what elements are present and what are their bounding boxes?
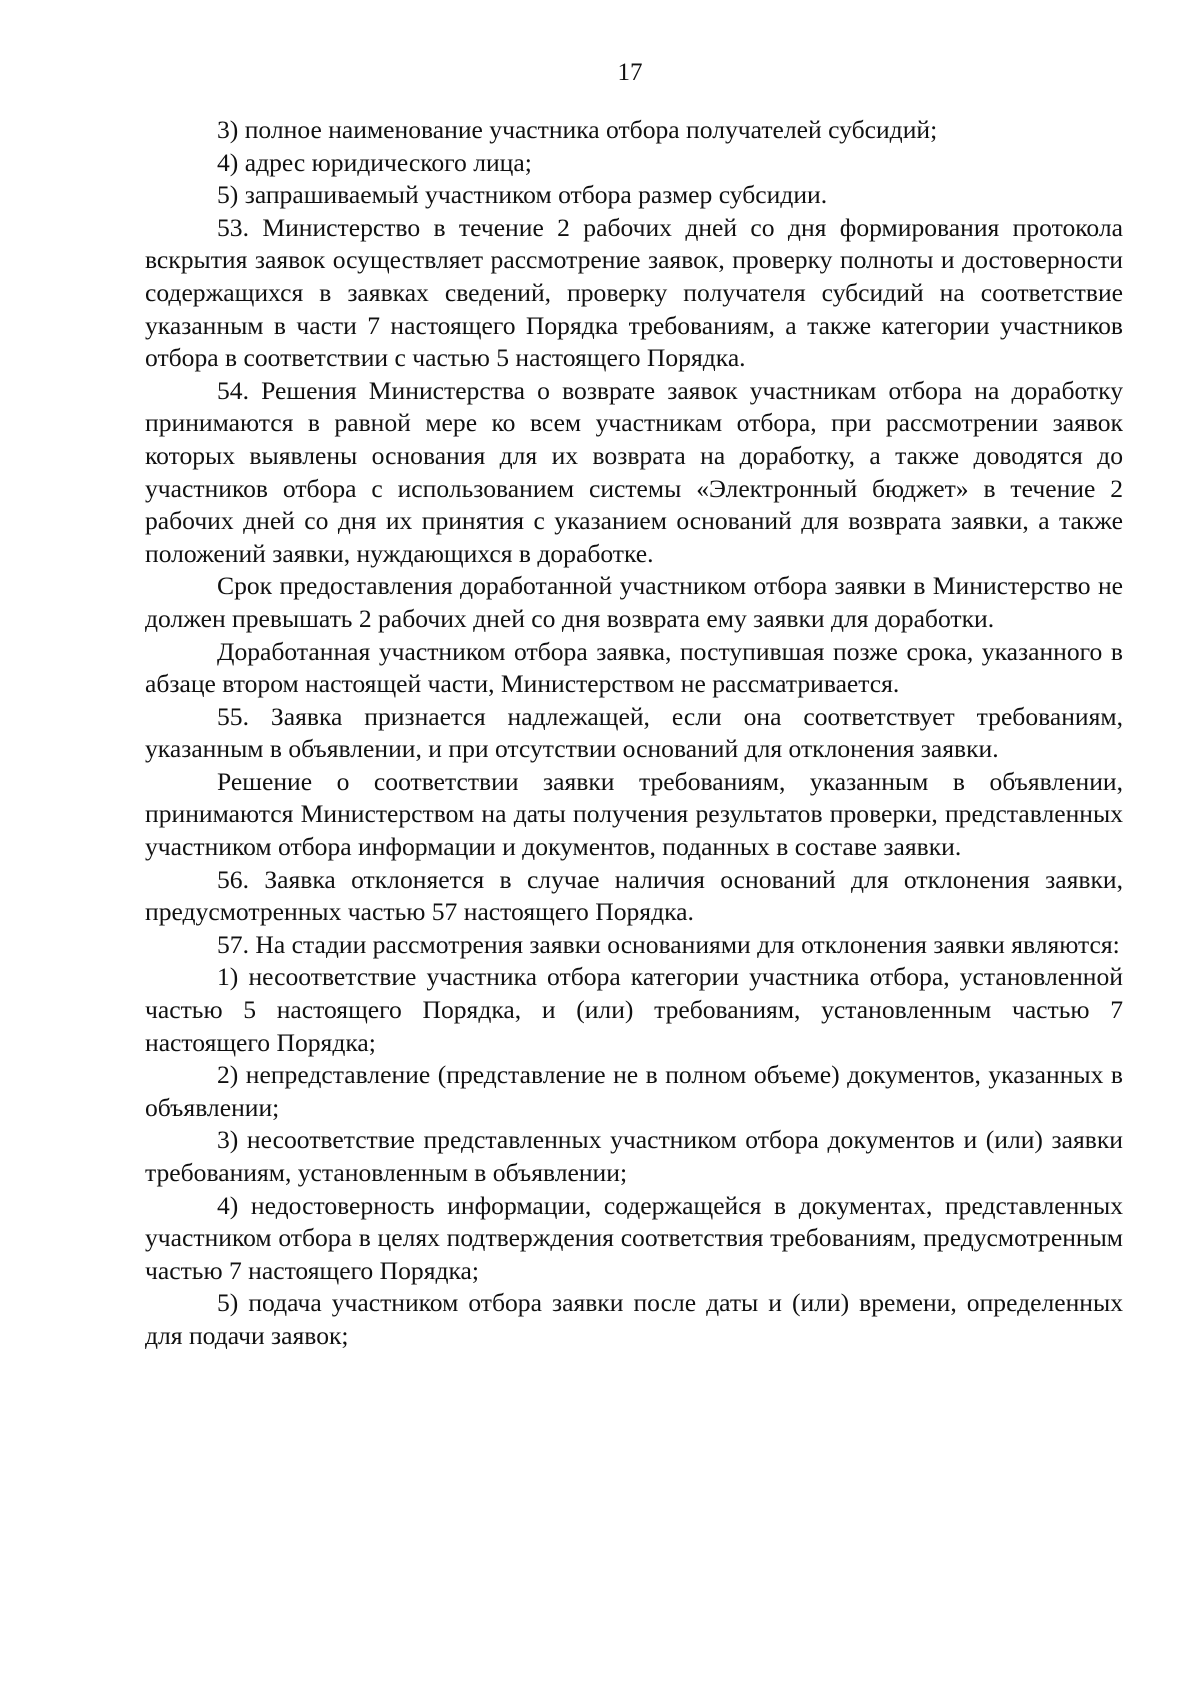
paragraph-list-item-4: 4) адрес юридического лица; — [217, 147, 532, 177]
paragraph-revision-deadline: Срок предоставления доработанной участником отбора заявки в Министерство не должен превышать 2 рабочих дней со дня возврата ему заявки для доработки. — [145, 571, 1123, 633]
paragraph-clause-53: 53. Министерство в течение 2 рабочих дней со дня формирования протокола вскрытия заявок осуществляет рассмотрение заявок, проверку полноты и достоверности содержащихся в заявках сведений, проверку получателя субсидий на соответствие указанным в части 7 настоящего Порядка требованиям, а также категории участников отбора в соответствии с частью 5 настоящего Порядка. — [145, 212, 1123, 373]
paragraph-clause-56: 56. Заявка отклоняется в случае наличия оснований для отклонения заявки, предусмотренных частью 57 настоящего Порядка. — [145, 864, 1123, 927]
paragraph-clause-54: 54. Решения Министерства о возврате заявок участникам отбора на доработку принимаются в равной мере ко всем участникам отбора, при рассмотрении заявок которых выявлены основания для их возврата на доработку, а также доводятся до участников отбора с использованием системы «Электронный бюджет» в течение 2 рабочих дней со дня их принятия с указанием оснований для возврата заявки, а также положений заявки, нуждающихся в доработке. — [145, 375, 1123, 568]
paragraph-ground-5: 5) подача участником отбора заявки после даты и (или) времени, определенных для подачи заявок; — [145, 1288, 1123, 1350]
paragraph-ground-3: 3) несоответствие представленных участником отбора документов и (или) заявки требованиям, установленным в объявлении; — [145, 1125, 1123, 1187]
paragraph-ground-4: 4) недостоверность информации, содержащейся в документах, представленных участником отбора в целях подтверждения соответствия требованиям, предусмотренным частью 7 настоящего Порядка; — [145, 1190, 1123, 1285]
document-body — [145, 114, 1123, 1353]
paragraph-list-item-5: 5) запрашиваемый участником отбора размер субсидии. — [217, 180, 828, 210]
paragraph-ground-2: 2) непредставление (представление не в полном объеме) документов, указанных в объявлении; — [145, 1060, 1123, 1122]
paragraph-ground-1: 1) несоответствие участника отбора категории участника отбора, установленной частью 5 настоящего Порядка, и (или) требованиям, установленным частью 7 настоящего Порядка; — [145, 962, 1123, 1057]
page-number: 17 — [617, 59, 643, 86]
paragraph-list-item-3: 3) полное наименование участника отбора получателей субсидий; — [217, 115, 938, 144]
paragraph-clause-55: 55. Заявка признается надлежащей, если она соответствует требованиям, указанным в объявлении, и при отсутствии оснований для отклонения заявки. — [145, 701, 1123, 764]
paragraph-compliance-decision: Решение о соответствии заявки требованиям, указанным в объявлении, принимаются Министерством на даты получения результатов проверки, представленных участником отбора информации и документов, поданных в составе заявки. — [145, 766, 1123, 862]
paragraph-late-revision: Доработанная участником отбора заявка, поступившая позже срока, указанного в абзаце втором настоящей части, Министерством не рассматривается. — [145, 636, 1123, 699]
paragraph-clause-57: 57. На стадии рассмотрения заявки основаниями для отклонения заявки являются: — [217, 929, 1120, 959]
